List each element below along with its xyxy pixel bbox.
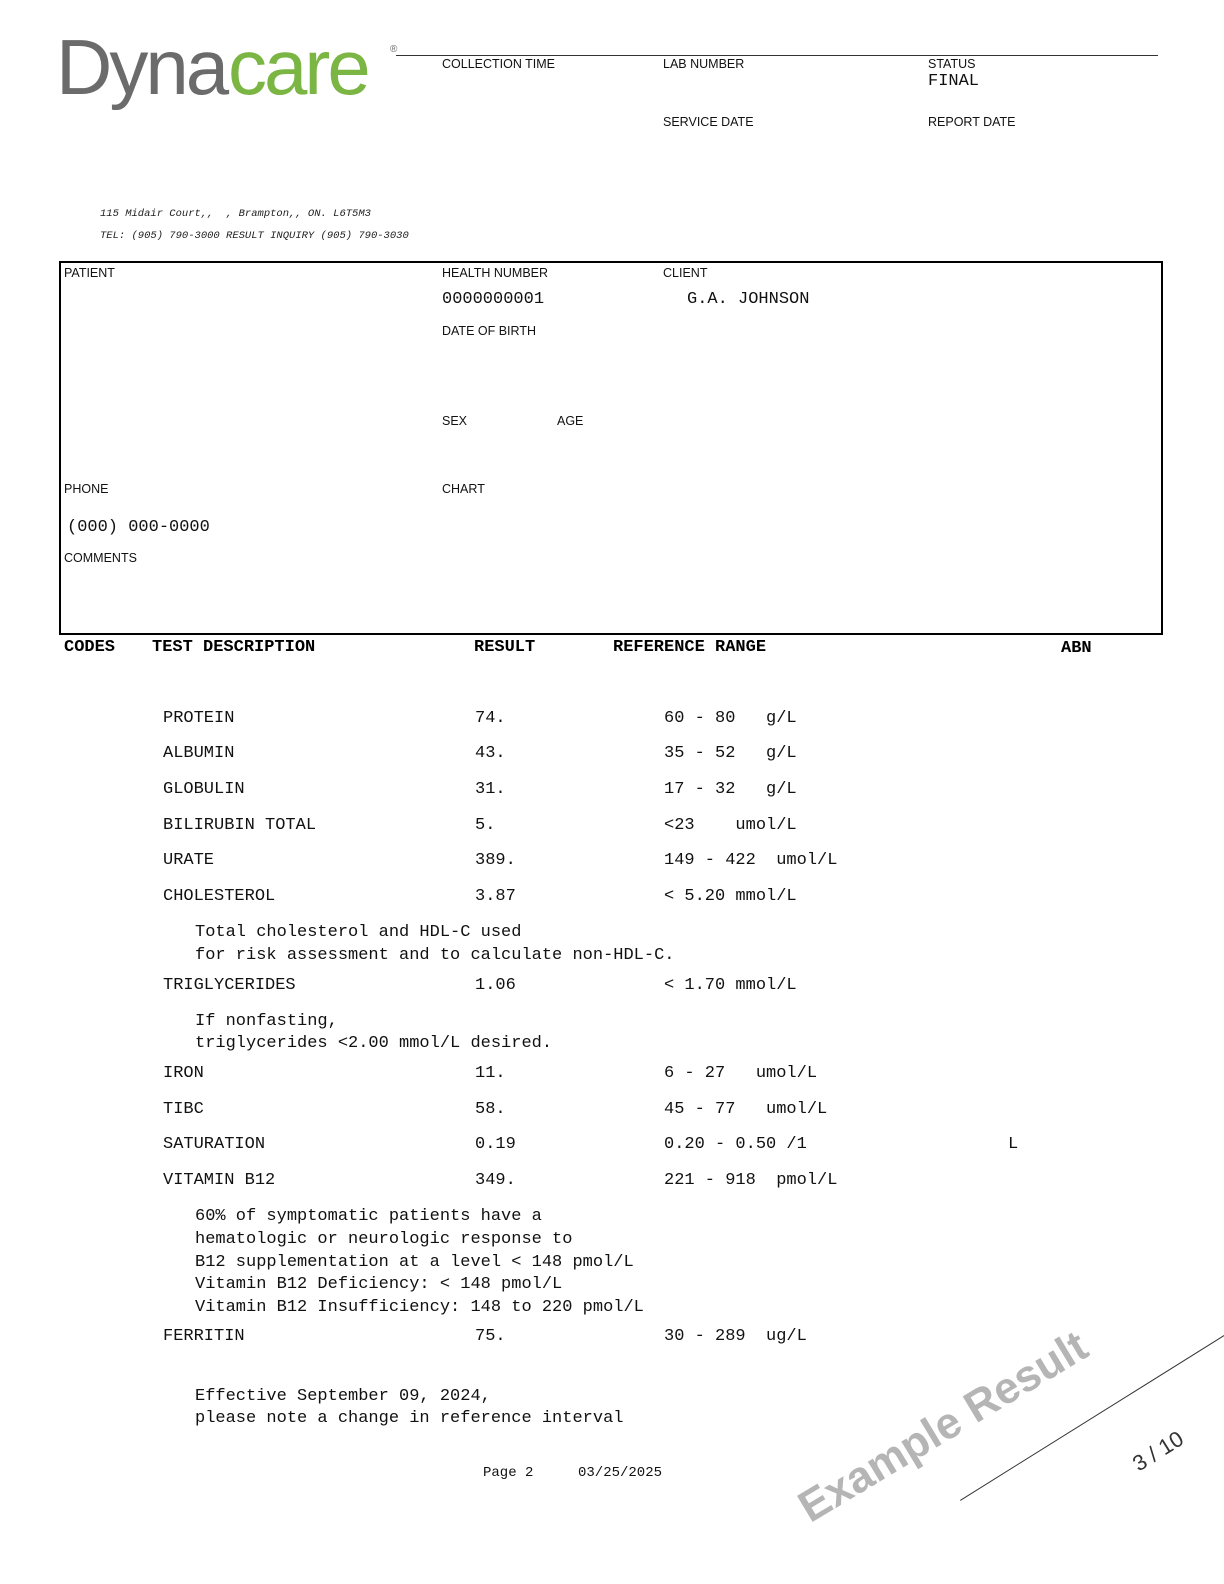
print-date: 03/25/2025 xyxy=(578,1465,663,1481)
test-name-ferritin: FERRITIN xyxy=(163,1327,245,1346)
logo-text-dyna: Dyna xyxy=(56,23,227,111)
result-urate: 389. xyxy=(475,851,516,870)
health-number-value: 0000000001 xyxy=(442,290,545,309)
header-rule xyxy=(396,55,1158,56)
service-date-label: SERVICE DATE xyxy=(663,115,754,129)
range-triglycerides: < 1.70 mmol/L xyxy=(664,976,797,995)
lab-number-label: LAB NUMBER xyxy=(663,57,745,71)
phone-value: (000) 000-0000 xyxy=(67,518,210,537)
date-of-birth-label: DATE OF BIRTH xyxy=(442,324,536,338)
range-tibc: 45 - 77 umol/L xyxy=(664,1100,828,1119)
test-name-tibc: TIBC xyxy=(163,1100,204,1119)
note-triglycerides-line1: If nonfasting, xyxy=(195,1012,338,1031)
range-ferritin: 30 - 289 ug/L xyxy=(664,1327,807,1346)
note-ferritin-line2: please note a change in reference interval xyxy=(195,1409,624,1428)
result-ferritin: 75. xyxy=(475,1327,506,1346)
reference-range-header: REFERENCE RANGE xyxy=(613,638,767,657)
codes-header: CODES xyxy=(64,638,116,657)
range-cholesterol: < 5.20 mmol/L xyxy=(664,887,797,906)
test-name-cholesterol: CHOLESTEROL xyxy=(163,887,276,906)
note-b12-line2: hematologic or neurologic response to xyxy=(195,1230,573,1249)
lab-phone: TEL: (905) 790-3000 RESULT INQUIRY (905) 790-3030 xyxy=(100,230,409,242)
test-name-triglycerides: TRIGLYCERIDES xyxy=(163,976,296,995)
note-cholesterol-line1: Total cholesterol and HDL-C used xyxy=(195,923,522,942)
dynacare-logo xyxy=(56,23,406,111)
note-b12-line3: B12 supplementation at a level < 148 pmol/L xyxy=(195,1253,634,1272)
collection-time-label: COLLECTION TIME xyxy=(442,57,555,71)
age-label: AGE xyxy=(557,414,584,428)
range-vitamin-b12: 221 - 918 pmol/L xyxy=(664,1171,838,1190)
test-name-iron: IRON xyxy=(163,1064,204,1083)
note-b12-line5: Vitamin B12 Insufficiency: 148 to 220 pmol/L xyxy=(195,1298,644,1317)
range-urate: 149 - 422 umol/L xyxy=(664,851,838,870)
example-result-watermark: Example Result xyxy=(790,1321,1097,1533)
status-value: FINAL xyxy=(928,72,980,91)
note-triglycerides-line2: triglycerides <2.00 mmol/L desired. xyxy=(195,1034,553,1053)
abn-flag-saturation: L xyxy=(1008,1135,1019,1154)
test-description-header: TEST DESCRIPTION xyxy=(152,638,316,657)
test-name-vitamin-b12: VITAMIN B12 xyxy=(163,1171,276,1190)
range-albumin: 35 - 52 g/L xyxy=(664,744,797,763)
result-bilirubin-total: 5. xyxy=(475,816,496,835)
patient-label: PATIENT xyxy=(64,266,115,280)
client-value: G.A. JOHNSON xyxy=(687,290,810,309)
note-ferritin-line1: Effective September 09, 2024, xyxy=(195,1387,491,1406)
test-name-bilirubin-total: BILIRUBIN TOTAL xyxy=(163,816,317,835)
sex-label: SEX xyxy=(442,414,468,428)
result-tibc: 58. xyxy=(475,1100,506,1119)
note-cholesterol-line2: for risk assessment and to calculate non-HDL-C. xyxy=(195,946,675,965)
test-name-albumin: ALBUMIN xyxy=(163,744,235,763)
result-protein: 74. xyxy=(475,709,506,728)
note-b12-line1: 60% of symptomatic patients have a xyxy=(195,1207,542,1226)
comments-label: COMMENTS xyxy=(64,551,137,565)
range-saturation: 0.20 - 0.50 /1 xyxy=(664,1135,807,1154)
result-vitamin-b12: 349. xyxy=(475,1171,516,1190)
patient-info-box xyxy=(59,261,1163,635)
result-saturation: 0.19 xyxy=(475,1135,516,1154)
result-globulin: 31. xyxy=(475,780,506,799)
logo-registered-mark: ® xyxy=(390,44,398,55)
phone-label: PHONE xyxy=(64,482,109,496)
range-globulin: 17 - 32 g/L xyxy=(664,780,797,799)
test-name-urate: URATE xyxy=(163,851,215,870)
result-iron: 11. xyxy=(475,1064,506,1083)
range-protein: 60 - 80 g/L xyxy=(664,709,797,728)
result-cholesterol: 3.87 xyxy=(475,887,516,906)
test-name-saturation: SATURATION xyxy=(163,1135,266,1154)
note-b12-line4: Vitamin B12 Deficiency: < 148 pmol/L xyxy=(195,1275,563,1294)
result-triglycerides: 1.06 xyxy=(475,976,516,995)
page-of-total: 3 / 10 xyxy=(1128,1425,1188,1477)
client-label: CLIENT xyxy=(663,266,708,280)
chart-label: CHART xyxy=(442,482,485,496)
status-label: STATUS xyxy=(928,57,976,71)
lab-address: 115 Midair Court,, , Brampton,, ON. L6T5M3 xyxy=(100,208,371,220)
test-name-globulin: GLOBULIN xyxy=(163,780,245,799)
report-date-label: REPORT DATE xyxy=(928,115,1016,129)
abn-header: ABN xyxy=(1061,639,1092,658)
health-number-label: HEALTH NUMBER xyxy=(442,266,549,280)
result-albumin: 43. xyxy=(475,744,506,763)
range-bilirubin-total: <23 umol/L xyxy=(664,816,797,835)
page-number: Page 2 xyxy=(483,1465,534,1481)
test-name-protein: PROTEIN xyxy=(163,709,235,728)
result-header: RESULT xyxy=(474,638,536,657)
range-iron: 6 - 27 umol/L xyxy=(664,1064,818,1083)
logo-text-care: care xyxy=(228,23,368,111)
